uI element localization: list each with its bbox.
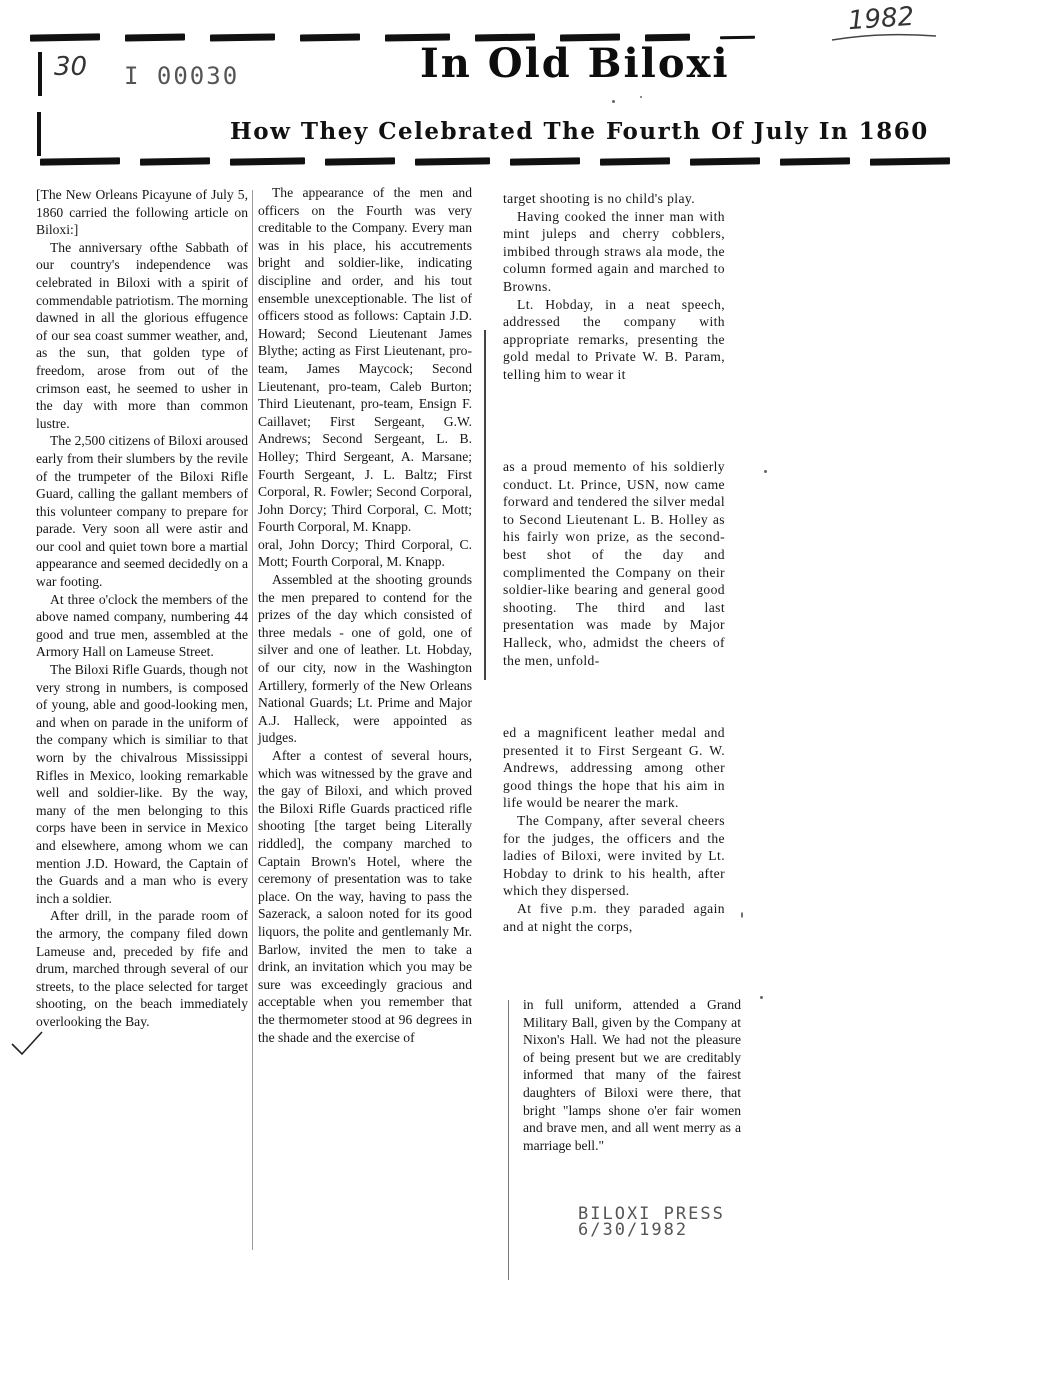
article-paragraph: After drill, in the parade room of the armory, the company filed down Lameuse and, preceded by fife and drum, marched through several of our streets, to the place selected for target shooting, on the beach immediately overlooking the Bay. <box>36 908 248 1029</box>
article-column-3b <box>503 458 725 669</box>
margin-bar-mid <box>37 112 41 156</box>
article-paragraph: At five p.m. they paraded again and at night the corps, <box>503 900 725 934</box>
archive-stamp-code: I 00030 <box>124 62 240 90</box>
checkmark-icon <box>10 1030 44 1056</box>
article-column-3c <box>503 724 725 935</box>
article-paragraph: Lt. Hobday, in a neat speech, addressed the company with appropriate remarks, presenting the gold medal to Private W. B. Param, telling him to wear it <box>503 296 725 382</box>
article-paragraph: At three o'clock the members of the above named company, numbering 44 good and true men, assembled at the Armory Hall on Lameuse Street. <box>36 591 248 660</box>
scan-speck <box>612 100 615 103</box>
article-paragraph: The appearance of the men and officers on the Fourth was very creditable to the Company. Every man was in his place, his accutrements bright and soldier-like, indicating discipline and order, and his tout ensemble unexceptionable. The list of officers stood as follows: Captain J.D. Howard; Second Lieutenant James Blythe; acting as First Lieutenant, pro-team, James Maycock; Second Lieutenant, pro-team, Caleb Burton; Third Lieutenant, pro-team, Ensign F. Caillavet; First Sergeant, G.W. Andrews; Second Sergeant, L. B. Holley; Third Sergeant, A. Marsane; Fourth Sergeant, J. L. Baltz; First Corporal, R. Fowler; Second Corporal, John Dorcy; Third Corporal, C. Mott; Fourth Corporal, M. Knapp. <box>258 185 472 535</box>
handwritten-year: 1982 <box>847 1 916 37</box>
column-divider <box>252 190 253 1250</box>
article-paragraph: Having cooked the inner man with mint juleps and cherry cobblers, imbibed through straws ala mode, the column formed again and marched to Browns. <box>503 208 725 294</box>
scan-speck <box>640 96 642 98</box>
handwritten-number: 30 <box>54 52 88 82</box>
scan-speck <box>760 996 763 999</box>
column-divider <box>508 1000 509 1280</box>
article-paragraph: target shooting is no child's play. <box>503 191 696 206</box>
article-paragraph: [The New Orleans Picayune of July 5, 1860 carried the following article on Biloxi:] <box>36 187 248 238</box>
article-paragraph: Assembled at the shooting grounds the men prepared to contend for the prizes of the day which consisted of three medals - one of gold, one of silver and one of leather. Lt. Hobday, of our city, now in the Washington Artillery, formerly of the New Orleans National Guards; Lt. Prime and Major A.J. Halleck, were appointed as judges. <box>258 572 472 746</box>
article-paragraph: After a contest of several hours, which was witnessed by the grave and the gay of Biloxi, and which proved the Biloxi Rifle Guards practiced rifle shooting [the target being Literally riddled], the company marched to Captain Brown's Hotel, where the ceremony of presentation was to take place. On the way, having to pass the Sazerack, a saloon noted for its good liquors, the polite and gentlemanly Mr. Barlow, invited the men to take a drink, an invitation which you may be sure was exceedingly gracious and acceptable when you remember that the thermometer stood at 96 degrees in the shade and the exercise of <box>258 748 472 1045</box>
article-column-1 <box>36 186 248 1031</box>
article-paragraph: as a proud memento of his soldierly conduct. Lt. Prince, USN, now came forward and tendered the silver medal to Second Lieutenant L. B. Holley as his fairly won prize, as the second-best shot of the day and complimented the Company on their soldier-like bearing and general good shooting. The third and last presentation was made by Major Halleck, who, admidst the cheers of the men, unfold- <box>503 459 725 668</box>
article-column-2 <box>258 184 472 1046</box>
margin-bar-top <box>38 52 42 96</box>
header-dashed-rule <box>30 158 960 170</box>
scan-speck <box>741 912 743 918</box>
source-date-stamp: 6/30/1982 <box>578 1220 689 1240</box>
article-column-3a <box>503 190 725 384</box>
article-subtitle: How They Celebrated The Fourth Of July In 1860 <box>230 118 929 145</box>
article-paragraph: The Biloxi Rifle Guards, though not very strong in numbers, is composed of young, able and good-looking men, and when on parade in the uniform of the company which is similiar to that worn by the chivalrous Mississippi Rifles in Mexico, looking remarkable well and soldier-like. By the way, many of the men belonging to this corps have been in service in Mexico and elsewhere, among whom we can mention J.D. Howard, the Captain of the Guards and a man who is every inch a soldier. <box>36 662 248 906</box>
article-column-3d <box>523 996 741 1154</box>
year-underline <box>830 30 940 44</box>
column-divider <box>484 330 486 680</box>
scan-speck <box>764 470 767 473</box>
article-paragraph: ed a magnificent leather medal and presented it to First Sergeant G. W. Andrews, addressing among other good things the hope that his aim in life would be nearer the mark. <box>503 725 725 811</box>
article-paragraph: The 2,500 citizens of Biloxi aroused early from their slumbers by the revile of the trumpeter of the Biloxi Rifle Guard, calling the gallant members of this volunteer company to prepare for parade. Very soon all were astir and our cool and quiet town bore a martial appearance and seemed decidedly on a war footing. <box>36 433 248 590</box>
article-paragraph: The Company, after several cheers for the judges, the officers and the ladies of Biloxi, were invited by Lt. Hobday to drink to his health, after which they dispersed. <box>503 812 725 899</box>
source-publication-stamp: BILOXI PRESS <box>578 1204 725 1224</box>
article-paragraph: in full uniform, attended a Grand Military Ball, given by the Company at Nixon's Hall. We had not the pleasure of being present but we are creditably informed that many of the fairest daughters of Biloxi were there, that bright "lamps shone o'er fair women and brave men, and all went merry as a marriage bell." <box>523 997 741 1153</box>
article-paragraph: The anniversary ofthe Sabbath of our country's independence was celebrated in Biloxi with a spirit of commendable patriotism. The morning dawned in all the glorious effugence of our sea coast summer weather, and, as the sun, that golden type of freedom, arose from out of the crimson east, he seemed to usher in the day with more than common lustre. <box>36 239 248 431</box>
article-paragraph: oral, John Dorcy; Third Corporal, C. Mott; Fourth Corporal, M. Knapp. <box>258 536 472 570</box>
article-title: In Old Biloxi <box>420 40 730 87</box>
